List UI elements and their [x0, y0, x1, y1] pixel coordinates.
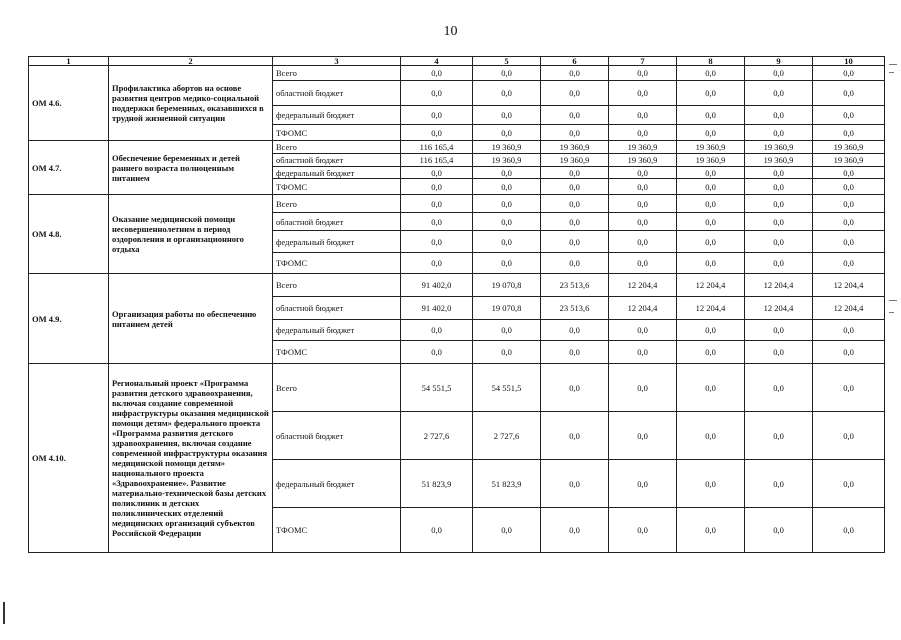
table-row [29, 364, 885, 412]
amount-cell: 0,0 [677, 167, 745, 179]
amount-cell: 0,0 [609, 81, 677, 106]
amount-cell: 0,0 [677, 66, 745, 81]
amount-cell: 0,0 [401, 508, 473, 553]
amount-cell: 0,0 [473, 231, 541, 253]
amount-cell: 0,0 [401, 81, 473, 106]
amount-cell: 0,0 [473, 320, 541, 341]
amount-cell: 0,0 [401, 167, 473, 179]
amount-cell: 0,0 [745, 125, 813, 141]
amount-cell: 0,0 [541, 341, 609, 364]
amount-cell: 2 727,6 [473, 412, 541, 460]
amount-cell: 0,0 [813, 253, 885, 274]
amount-cell: 0,0 [677, 81, 745, 106]
table-row [29, 274, 885, 297]
amount-cell: 91 402,0 [401, 297, 473, 320]
amount-cell: 2 727,6 [401, 412, 473, 460]
amount-cell: 0,0 [541, 412, 609, 460]
measure-code: ОМ 4.10. [29, 364, 109, 553]
amount-cell: 0,0 [401, 179, 473, 195]
amount-cell: 54 551,5 [401, 364, 473, 412]
left-scan-mark [3, 602, 5, 624]
amount-cell: 0,0 [401, 106, 473, 125]
amount-cell: 12 204,4 [677, 274, 745, 297]
funding-source: федеральный бюджет [273, 231, 401, 253]
amount-cell: 12 204,4 [609, 274, 677, 297]
amount-cell: 19 360,9 [609, 141, 677, 154]
amount-cell: 0,0 [677, 364, 745, 412]
amount-cell: 0,0 [609, 213, 677, 231]
amount-cell: 12 204,4 [609, 297, 677, 320]
amount-cell: 0,0 [609, 341, 677, 364]
amount-cell: 0,0 [541, 213, 609, 231]
amount-cell: 0,0 [677, 253, 745, 274]
amount-cell: 0,0 [813, 460, 885, 508]
amount-cell: 0,0 [745, 508, 813, 553]
amount-cell: 0,0 [745, 320, 813, 341]
amount-cell: 0,0 [541, 364, 609, 412]
table-row [29, 141, 885, 154]
amount-cell: 0,0 [813, 341, 885, 364]
amount-cell: 0,0 [745, 231, 813, 253]
amount-cell: 0,0 [813, 81, 885, 106]
amount-cell: 51 823,9 [473, 460, 541, 508]
measure-name: Оказание медицинской помощи несовершеннолетним в период оздоровления и организационного отдыха [109, 195, 273, 274]
funding-source: ТФОМС [273, 341, 401, 364]
funding-source: Всего [273, 274, 401, 297]
amount-cell: 0,0 [541, 179, 609, 195]
amount-cell: 54 551,5 [473, 364, 541, 412]
column-header-5: 5 [473, 57, 541, 66]
amount-cell: 0,0 [813, 66, 885, 81]
amount-cell: 12 204,4 [677, 297, 745, 320]
amount-cell: 12 204,4 [813, 274, 885, 297]
amount-cell: 0,0 [813, 106, 885, 125]
amount-cell: 0,0 [677, 412, 745, 460]
amount-cell: 0,0 [473, 508, 541, 553]
amount-cell: 0,0 [813, 125, 885, 141]
amount-cell: 0,0 [609, 167, 677, 179]
margin-scan-marks [887, 60, 901, 360]
amount-cell: 0,0 [473, 167, 541, 179]
amount-cell: 0,0 [541, 320, 609, 341]
amount-cell: 0,0 [609, 66, 677, 81]
amount-cell: 19 070,8 [473, 297, 541, 320]
amount-cell: 0,0 [813, 412, 885, 460]
amount-cell: 0,0 [473, 106, 541, 125]
column-header-8: 8 [677, 57, 745, 66]
amount-cell: 0,0 [541, 81, 609, 106]
amount-cell: 0,0 [677, 231, 745, 253]
funding-source: Всего [273, 66, 401, 81]
amount-cell: 23 513,6 [541, 274, 609, 297]
amount-cell: 0,0 [541, 508, 609, 553]
amount-cell: 0,0 [609, 106, 677, 125]
amount-cell: 91 402,0 [401, 274, 473, 297]
amount-cell: 0,0 [609, 412, 677, 460]
funding-source: областной бюджет [273, 412, 401, 460]
amount-cell: 0,0 [677, 508, 745, 553]
amount-cell: 0,0 [473, 81, 541, 106]
amount-cell: 0,0 [541, 66, 609, 81]
funding-source: ТФОМС [273, 125, 401, 141]
column-header-10: 10 [813, 57, 885, 66]
amount-cell: 19 070,8 [473, 274, 541, 297]
amount-cell: 19 360,9 [677, 154, 745, 167]
amount-cell: 0,0 [813, 195, 885, 213]
amount-cell: 0,0 [401, 125, 473, 141]
amount-cell: 23 513,6 [541, 297, 609, 320]
amount-cell: 19 360,9 [473, 141, 541, 154]
amount-cell: 51 823,9 [401, 460, 473, 508]
amount-cell: 19 360,9 [813, 154, 885, 167]
amount-cell: 0,0 [745, 195, 813, 213]
funding-source: областной бюджет [273, 297, 401, 320]
amount-cell: 0,0 [541, 253, 609, 274]
column-header-6: 6 [541, 57, 609, 66]
amount-cell: 0,0 [401, 213, 473, 231]
column-header-2: 2 [109, 57, 273, 66]
amount-cell: 0,0 [813, 213, 885, 231]
column-header-3: 3 [273, 57, 401, 66]
column-header-1: 1 [29, 57, 109, 66]
amount-cell: 0,0 [813, 167, 885, 179]
column-header-7: 7 [609, 57, 677, 66]
amount-cell: 0,0 [541, 231, 609, 253]
amount-cell: 0,0 [677, 125, 745, 141]
funding-source: Всего [273, 364, 401, 412]
amount-cell: 12 204,4 [813, 297, 885, 320]
amount-cell: 0,0 [541, 125, 609, 141]
budget-table [28, 56, 885, 553]
amount-cell: 0,0 [401, 253, 473, 274]
amount-cell: 0,0 [677, 106, 745, 125]
table-row [29, 195, 885, 213]
amount-cell: 12 204,4 [745, 274, 813, 297]
amount-cell: 19 360,9 [609, 154, 677, 167]
amount-cell: 0,0 [745, 364, 813, 412]
amount-cell: 0,0 [473, 253, 541, 274]
column-header-9: 9 [745, 57, 813, 66]
amount-cell: 0,0 [473, 341, 541, 364]
amount-cell: 0,0 [745, 106, 813, 125]
amount-cell: 19 360,9 [541, 141, 609, 154]
funding-source: областной бюджет [273, 213, 401, 231]
table-row [29, 66, 885, 81]
amount-cell: 0,0 [401, 341, 473, 364]
amount-cell: 0,0 [745, 341, 813, 364]
funding-source: Всего [273, 141, 401, 154]
amount-cell: 0,0 [541, 195, 609, 213]
amount-cell: 0,0 [677, 341, 745, 364]
amount-cell: 0,0 [473, 179, 541, 195]
measure-code: ОМ 4.6. [29, 66, 109, 141]
amount-cell: 116 165,4 [401, 154, 473, 167]
amount-cell: 19 360,9 [745, 141, 813, 154]
measure-name: Обеспечение беременных и детей раннего возраста полноценным питанием [109, 141, 273, 195]
amount-cell: 0,0 [745, 179, 813, 195]
amount-cell: 0,0 [745, 66, 813, 81]
funding-source: ТФОМС [273, 508, 401, 553]
funding-source: федеральный бюджет [273, 320, 401, 341]
amount-cell: 0,0 [677, 179, 745, 195]
amount-cell: 19 360,9 [677, 141, 745, 154]
amount-cell: 0,0 [401, 231, 473, 253]
funding-source: федеральный бюджет [273, 460, 401, 508]
funding-source: Всего [273, 195, 401, 213]
amount-cell: 0,0 [609, 125, 677, 141]
amount-cell: 0,0 [401, 195, 473, 213]
amount-cell: 0,0 [401, 66, 473, 81]
amount-cell: 0,0 [609, 253, 677, 274]
amount-cell: 0,0 [609, 195, 677, 213]
measure-name: Региональный проект «Программа развития детского здравоохранения, включая создание современной инфраструктуры оказания медицинской помощи детям» федерального проекта «Программа развития детского здравоохранения, включая создание современной инфраструктуры оказания медицинской помощи детям» национального проекта «Здравоохранение». Развитие материально-технической базы детских поликлиник и детских поликлинических отделений медицинских организаций субъектов Российской Федерации [109, 364, 273, 553]
amount-cell: 0,0 [745, 253, 813, 274]
funding-source: ТФОМС [273, 179, 401, 195]
amount-cell: 0,0 [609, 508, 677, 553]
amount-cell: 0,0 [677, 195, 745, 213]
amount-cell: 12 204,4 [745, 297, 813, 320]
amount-cell: 0,0 [745, 460, 813, 508]
amount-cell: 0,0 [473, 213, 541, 231]
amount-cell: 19 360,9 [541, 154, 609, 167]
amount-cell: 0,0 [813, 364, 885, 412]
amount-cell: 0,0 [609, 320, 677, 341]
amount-cell: 0,0 [609, 231, 677, 253]
amount-cell: 0,0 [813, 179, 885, 195]
amount-cell: 0,0 [473, 125, 541, 141]
amount-cell: 0,0 [677, 320, 745, 341]
funding-source: ТФОМС [273, 253, 401, 274]
amount-cell: 19 360,9 [813, 141, 885, 154]
amount-cell: 0,0 [609, 460, 677, 508]
funding-source: федеральный бюджет [273, 106, 401, 125]
column-header-4: 4 [401, 57, 473, 66]
amount-cell: 0,0 [609, 364, 677, 412]
amount-cell: 0,0 [813, 231, 885, 253]
amount-cell: 0,0 [473, 66, 541, 81]
amount-cell: 0,0 [677, 213, 745, 231]
amount-cell: 0,0 [541, 106, 609, 125]
amount-cell: 19 360,9 [745, 154, 813, 167]
amount-cell: 116 165,4 [401, 141, 473, 154]
amount-cell: 0,0 [745, 213, 813, 231]
measure-code: ОМ 4.7. [29, 141, 109, 195]
funding-source: федеральный бюджет [273, 167, 401, 179]
measure-name: Организация работы по обеспечению питанием детей [109, 274, 273, 364]
header-row [29, 57, 885, 66]
amount-cell: 0,0 [609, 179, 677, 195]
funding-source: областной бюджет [273, 154, 401, 167]
amount-cell: 0,0 [745, 167, 813, 179]
amount-cell: 0,0 [541, 460, 609, 508]
amount-cell: 0,0 [677, 460, 745, 508]
amount-cell: 0,0 [813, 508, 885, 553]
amount-cell: 19 360,9 [473, 154, 541, 167]
amount-cell: 0,0 [745, 81, 813, 106]
amount-cell: 0,0 [813, 320, 885, 341]
measure-code: ОМ 4.8. [29, 195, 109, 274]
amount-cell: 0,0 [473, 195, 541, 213]
funding-source: областной бюджет [273, 81, 401, 106]
amount-cell: 0,0 [401, 320, 473, 341]
page-number: 10 [443, 24, 458, 39]
measure-code: ОМ 4.9. [29, 274, 109, 364]
amount-cell: 0,0 [541, 167, 609, 179]
amount-cell: 0,0 [745, 412, 813, 460]
measure-name: Профилактика абортов на основе развития центров медико-социальной поддержки беременных, оказавшихся в трудной жизненной ситуации [109, 66, 273, 141]
